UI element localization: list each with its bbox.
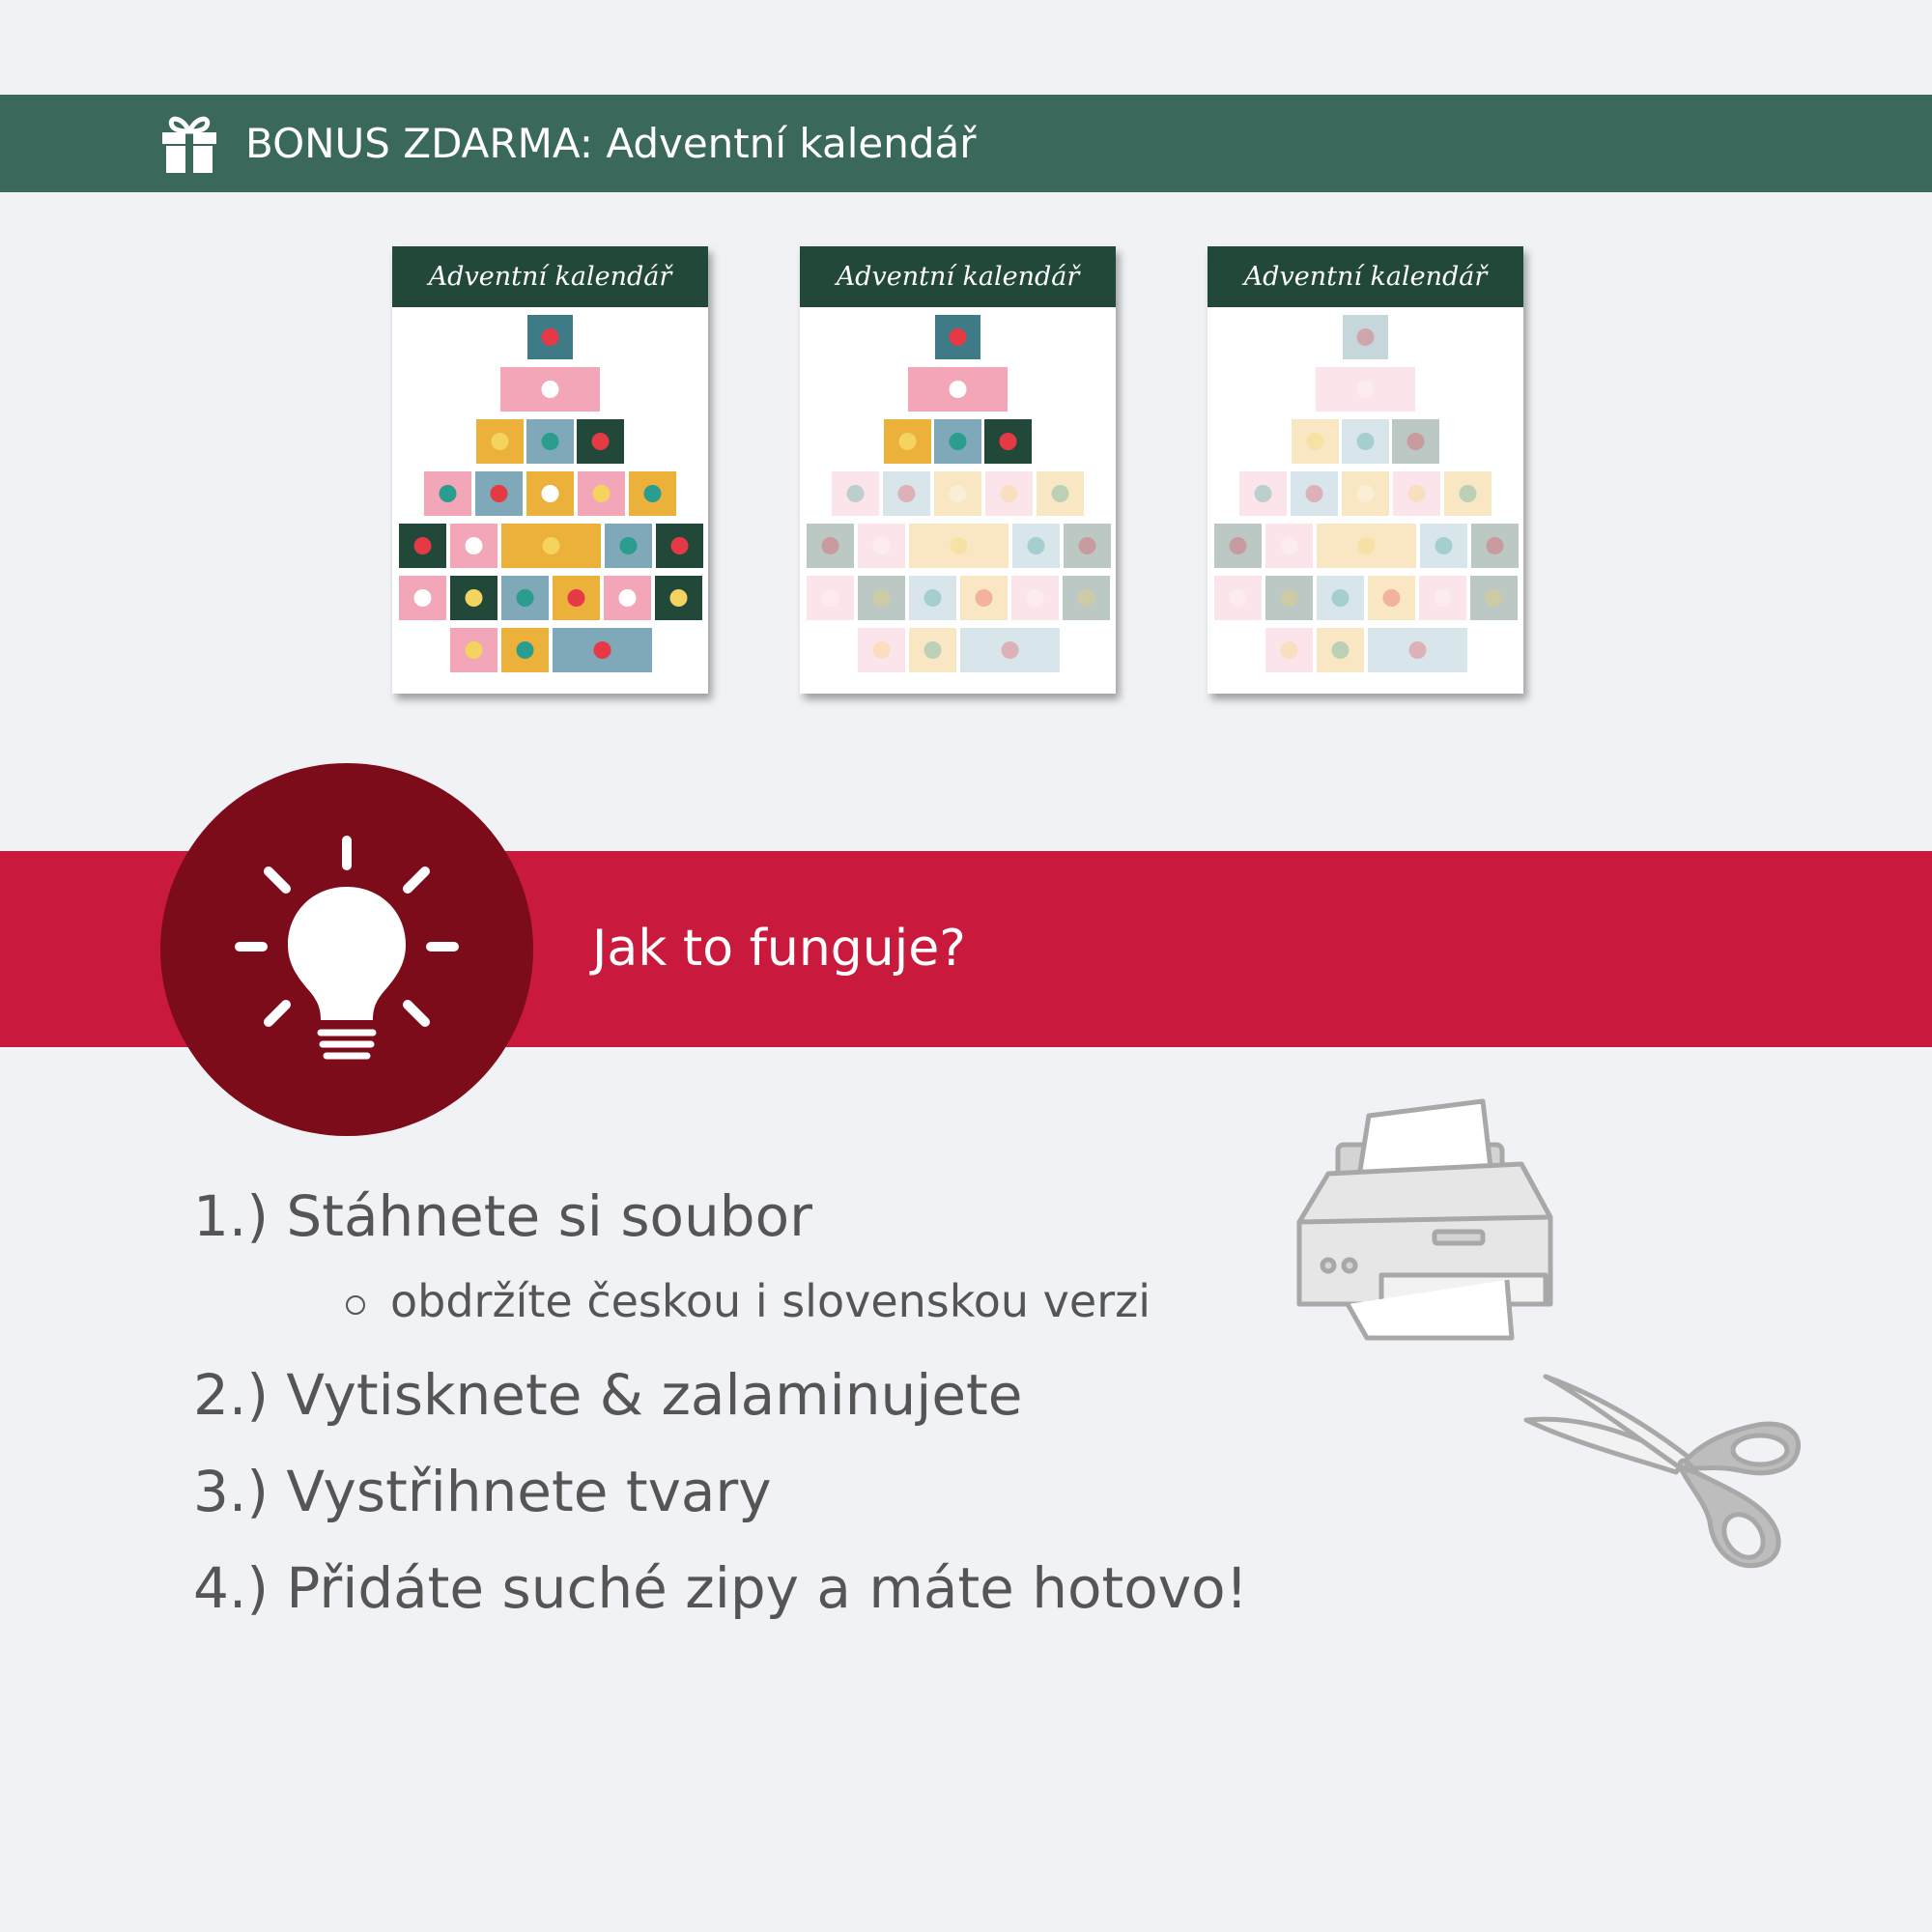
calendar-ornament-icon <box>924 589 942 607</box>
calendar-ornament-icon <box>466 537 483 554</box>
calendar-ornament-icon <box>1052 485 1069 502</box>
calendar-ornament-icon <box>620 537 638 554</box>
calendar-ornament-icon <box>644 485 662 502</box>
calendar-ornament-icon <box>1001 485 1018 502</box>
calendar-ornament-icon <box>1487 537 1504 554</box>
scissors-icon <box>1521 1372 1811 1575</box>
step-1: 1.) Stáhnete si soubor <box>193 1183 812 1249</box>
calendar-ornament-icon <box>1281 641 1298 659</box>
calendar-grid <box>800 307 1116 694</box>
calendar-ornament-icon <box>466 641 483 659</box>
calendar-ornament-icon <box>491 485 508 502</box>
calendar-preview-color <box>392 246 708 694</box>
calendar-ornament-icon <box>822 537 839 554</box>
calendar-ornament-icon <box>594 641 611 659</box>
calendar-ornament-icon <box>873 537 891 554</box>
calendar-preview-faded <box>800 246 1116 694</box>
calendar-ornament-icon <box>1027 589 1044 607</box>
calendar-ornament-icon <box>1486 589 1503 607</box>
calendar-ornament-icon <box>440 485 457 502</box>
calendar-ornament-icon <box>492 433 509 450</box>
calendar-ornament-icon <box>517 589 534 607</box>
calendar-ornament-icon <box>976 589 993 607</box>
calendar-ornament-icon <box>1358 537 1376 554</box>
banner-title: BONUS ZDARMA: Adventní kalendář <box>245 120 977 167</box>
calendar-ornament-icon <box>414 589 432 607</box>
calendar-ornament-icon <box>568 589 585 607</box>
calendar-ornament-icon <box>1383 589 1401 607</box>
calendar-ornament-icon <box>1357 381 1375 398</box>
calendar-ornament-icon <box>1407 433 1425 450</box>
calendar-ornament-icon <box>542 433 559 450</box>
calendar-ornament-icon <box>671 537 689 554</box>
calendar-ornament-icon <box>1460 485 1477 502</box>
calendar-title: Adventní kalendář <box>1208 246 1523 307</box>
step-4: 4.) Přidáte suché zipy a máte hotovo! <box>193 1555 1248 1621</box>
calendar-ornament-icon <box>1079 537 1096 554</box>
calendar-ornament-icon <box>1332 641 1350 659</box>
calendar-ornament-icon <box>517 641 534 659</box>
calendar-ornament-icon <box>1002 641 1019 659</box>
calendar-ornament-icon <box>542 328 559 346</box>
calendar-ornament-icon <box>873 589 891 607</box>
calendar-ornament-icon <box>950 433 967 450</box>
calendar-ornament-icon <box>542 381 559 398</box>
step-3: 3.) Vystřihnete tvary <box>193 1459 772 1524</box>
calendar-ornament-icon <box>1409 641 1427 659</box>
calendar-ornament-icon <box>593 485 611 502</box>
calendar-ornament-icon <box>924 641 942 659</box>
calendar-ornament-icon <box>619 589 637 607</box>
calendar-preview-faded-light <box>1208 246 1523 694</box>
calendar-ornament-icon <box>1332 589 1350 607</box>
sub-step-text: obdržíte českou i slovenskou verzi <box>390 1275 1151 1327</box>
calendar-ornament-icon <box>898 485 916 502</box>
step-2: 2.) Vytisknete & zalaminujete <box>193 1362 1023 1428</box>
lightbulb-icon <box>160 763 533 1136</box>
calendar-ornament-icon <box>1230 589 1247 607</box>
calendar-ornament-icon <box>414 537 432 554</box>
calendar-ornament-icon <box>670 589 688 607</box>
calendar-ornament-icon <box>950 328 967 346</box>
calendar-ornament-icon <box>592 433 610 450</box>
calendar-ornament-icon <box>1281 589 1298 607</box>
calendar-ornament-icon <box>543 537 560 554</box>
calendar-ornament-icon <box>899 433 917 450</box>
calendar-ornament-icon <box>1000 433 1017 450</box>
calendar-ornament-icon <box>1357 485 1375 502</box>
calendar-ornament-icon <box>1435 589 1452 607</box>
sub-step-bullet <box>346 1295 365 1315</box>
calendar-ornament-icon <box>873 641 891 659</box>
calendar-ornament-icon <box>950 485 967 502</box>
calendar-ornament-icon <box>847 485 865 502</box>
calendar-ornament-icon <box>1255 485 1272 502</box>
printer-icon <box>1290 1096 1560 1348</box>
calendar-ornament-icon <box>1230 537 1247 554</box>
calendar-ornament-icon <box>1408 485 1426 502</box>
calendar-ornament-icon <box>1028 537 1045 554</box>
calendar-ornament-icon <box>542 485 559 502</box>
calendar-ornament-icon <box>1306 485 1323 502</box>
calendar-ornament-icon <box>950 381 967 398</box>
bonus-banner <box>0 95 1932 192</box>
calendar-grid <box>1208 307 1523 694</box>
calendar-ornament-icon <box>1307 433 1324 450</box>
calendar-grid <box>392 307 708 694</box>
calendar-ornament-icon <box>1357 433 1375 450</box>
calendar-title: Adventní kalendář <box>800 246 1116 307</box>
gift-icon <box>160 111 218 175</box>
calendar-ornament-icon <box>1357 328 1375 346</box>
calendar-ornament-icon <box>466 589 483 607</box>
calendar-ornament-icon <box>1435 537 1453 554</box>
calendar-ornament-icon <box>1078 589 1095 607</box>
how-it-works-title: Jak to funguje? <box>592 920 966 978</box>
calendar-ornament-icon <box>1281 537 1298 554</box>
calendar-ornament-icon <box>951 537 968 554</box>
calendar-ornament-icon <box>822 589 839 607</box>
lightbulb-badge <box>160 763 533 1136</box>
calendar-title: Adventní kalendář <box>392 246 708 307</box>
